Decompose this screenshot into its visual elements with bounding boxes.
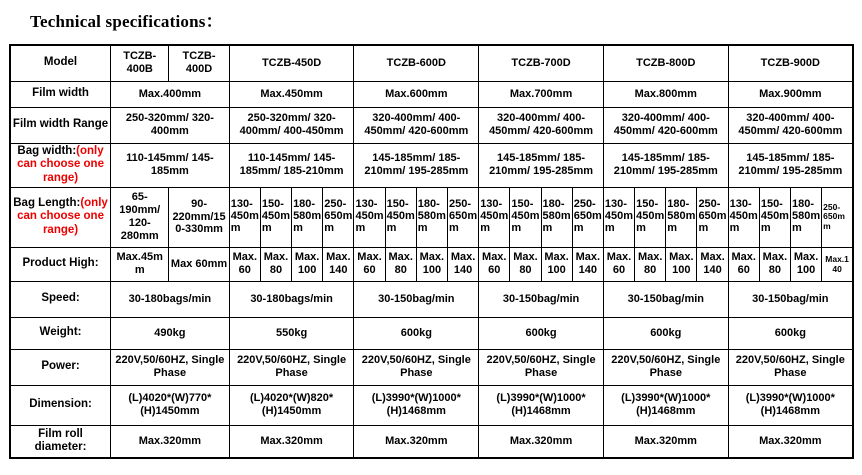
spec-cell: (L)3990*(W)1000*(H)1468mm: [728, 385, 853, 425]
spec-cell: 145-185mm/ 185-210mm/ 195-285mm: [728, 143, 853, 187]
row-label-bag-width: [10, 143, 111, 187]
row-label-text: Bag Length:: [13, 196, 81, 209]
spec-cell: Max.900mm: [728, 81, 853, 107]
spec-cell: (L)4020*(W)820*(H)1450mm: [229, 385, 354, 425]
spec-cell: 130-450mm: [603, 187, 634, 247]
spec-cell: (L)3990*(W)1000*(H)1468mm: [354, 385, 479, 425]
row-label-speed: Speed:: [10, 281, 111, 317]
spec-cell: Max.320mm: [479, 425, 604, 458]
spec-cell: (L)3990*(W)1000*(H)1468mm: [603, 385, 728, 425]
spec-cell: 30-150bag/min: [728, 281, 853, 317]
spec-cell: 250-320mm/ 320-400mm: [111, 107, 230, 143]
spec-cell: 130-450mm: [354, 187, 385, 247]
row-label-bag-length: [10, 187, 111, 247]
spec-cell: (L)3990*(W)1000*(H)1468mm: [479, 385, 604, 425]
spec-cell: TCZB-700D: [479, 45, 604, 81]
spec-table: [9, 44, 854, 459]
spec-cell: 220V,50/60HZ, Single Phase: [479, 349, 604, 385]
spec-cell: 130-450mm: [229, 187, 260, 247]
spec-cell: Max 60mm: [169, 247, 229, 281]
spec-cell: 490kg: [111, 317, 230, 349]
spec-cell: 130-450mm: [479, 187, 510, 247]
spec-cell: Max. 140: [447, 247, 478, 281]
spec-cell: 180-580mm: [416, 187, 447, 247]
spec-table-body: [10, 45, 853, 458]
spec-cell: 30-180bags/min: [229, 281, 354, 317]
table-row-bag-width: [10, 143, 853, 187]
spec-cell: 150-450mm: [385, 187, 416, 247]
spec-cell: Max.320mm: [229, 425, 354, 458]
spec-cell: Max.600mm: [354, 81, 479, 107]
spec-cell: 30-150bag/min: [479, 281, 604, 317]
spec-cell: Max.700mm: [479, 81, 604, 107]
spec-cell: 150-450mm: [510, 187, 541, 247]
spec-cell: 320-400mm/ 400-450mm/ 420-600mm: [479, 107, 604, 143]
spec-cell: Max. 80: [510, 247, 541, 281]
spec-cell: 150-450mm: [635, 187, 666, 247]
spec-cell: Max. 140: [323, 247, 354, 281]
row-label-note-red: (only can choose one range): [17, 144, 104, 184]
spec-cell: 30-150bag/min: [354, 281, 479, 317]
table-row-model: [10, 45, 853, 81]
spec-cell: Max.140: [822, 247, 853, 281]
spec-cell: 220V,50/60HZ, Single Phase: [111, 349, 230, 385]
table-row-film-roll-diameter: [10, 425, 853, 458]
spec-cell: Max.45mm: [111, 247, 169, 281]
spec-cell: 220V,50/60HZ, Single Phase: [728, 349, 853, 385]
spec-cell: 600kg: [603, 317, 728, 349]
spec-cell: TCZB-800D: [603, 45, 728, 81]
row-label-product-high: Product High:: [10, 247, 111, 281]
spec-cell: Max. 60: [229, 247, 260, 281]
spec-cell: 320-400mm/ 400-450mm/ 420-600mm: [603, 107, 728, 143]
row-label-film-width-range: Film width Range: [10, 107, 111, 143]
row-label-dimension: Dimension:: [10, 385, 111, 425]
spec-cell: Max. 100: [541, 247, 572, 281]
spec-cell: 110-145mm/ 145-185mm/ 185-210mm: [229, 143, 354, 187]
spec-cell: 250-650mm: [447, 187, 478, 247]
spec-cell: Max. 80: [759, 247, 790, 281]
spec-cell: Max. 100: [791, 247, 822, 281]
spec-cell: Max. 100: [416, 247, 447, 281]
spec-cell: 150-450mm: [260, 187, 291, 247]
spec-cell: 320-400mm/ 400-450mm/ 420-600mm: [354, 107, 479, 143]
spec-cell: 250-650mm: [323, 187, 354, 247]
spec-cell: 150-450mm: [759, 187, 790, 247]
spec-cell: 550kg: [229, 317, 354, 349]
spec-cell: TCZB-400B: [111, 45, 169, 81]
row-label-film-roll-diameter: Film roll diameter:: [10, 425, 111, 458]
spec-cell: Max.320mm: [354, 425, 479, 458]
spec-cell: Max.320mm: [111, 425, 230, 458]
spec-cell: 30-150bag/min: [603, 281, 728, 317]
page-title: Technical specifications：: [30, 12, 223, 31]
spec-cell: 250-650mm: [822, 187, 853, 247]
spec-cell: 250-650mm: [697, 187, 728, 247]
spec-cell: 130-450mm: [728, 187, 759, 247]
spec-cell: 320-400mm/ 400-450mm/ 420-600mm: [728, 107, 853, 143]
spec-cell: 90-220mm/150-330mm: [169, 187, 229, 247]
spec-cell: 220V,50/60HZ, Single Phase: [229, 349, 354, 385]
spec-cell: TCZB-450D: [229, 45, 354, 81]
row-label-power: Power:: [10, 349, 111, 385]
spec-cell: TCZB-400D: [169, 45, 229, 81]
spec-cell: TCZB-600D: [354, 45, 479, 81]
table-row-power: [10, 349, 853, 385]
spec-cell: 145-185mm/ 185-210mm/ 195-285mm: [479, 143, 604, 187]
table-row-bag-length: [10, 187, 853, 247]
spec-cell: 600kg: [354, 317, 479, 349]
row-label-model: Model: [10, 45, 111, 81]
spec-cell: 600kg: [479, 317, 604, 349]
spec-cell: 180-580mm: [292, 187, 323, 247]
spec-cell: Max. 140: [697, 247, 728, 281]
spec-cell: Max. 60: [354, 247, 385, 281]
table-row-weight: [10, 317, 853, 349]
spec-cell: TCZB-900D: [728, 45, 853, 81]
spec-cell: Max. 60: [479, 247, 510, 281]
spec-cell: 220V,50/60HZ, Single Phase: [603, 349, 728, 385]
spec-cell: 250-320mm/ 320-400mm/ 400-450mm: [229, 107, 354, 143]
table-row-product-high: [10, 247, 853, 281]
row-label-weight: Weight:: [10, 317, 111, 349]
spec-cell: Max. 80: [385, 247, 416, 281]
spec-cell: 145-185mm/ 185-210mm/ 195-285mm: [603, 143, 728, 187]
spec-cell: 180-580mm: [541, 187, 572, 247]
spec-cell: 110-145mm/ 145-185mm: [111, 143, 230, 187]
spec-cell: 220V,50/60HZ, Single Phase: [354, 349, 479, 385]
spec-cell: 180-580mm: [791, 187, 822, 247]
row-label-film-width: Film width: [10, 81, 111, 107]
spec-cell: Max. 80: [260, 247, 291, 281]
spec-cell: 600kg: [728, 317, 853, 349]
spec-cell: 145-185mm/ 185-210mm/ 195-285mm: [354, 143, 479, 187]
spec-cell: (L)4020*(W)770*(H)1450mm: [111, 385, 230, 425]
spec-cell: 65-190mm/ 120-280mm: [111, 187, 169, 247]
spec-cell: 30-180bags/min: [111, 281, 230, 317]
spec-cell: Max.320mm: [603, 425, 728, 458]
table-row-speed: [10, 281, 853, 317]
spec-cell: Max. 100: [666, 247, 697, 281]
spec-cell: Max.400mm: [111, 81, 230, 107]
spec-cell: 250-650mm: [572, 187, 603, 247]
spec-cell: Max.320mm: [728, 425, 853, 458]
spec-cell: 180-580mm: [666, 187, 697, 247]
row-label-text: Bag width:: [17, 144, 77, 157]
spec-cell: Max. 140: [572, 247, 603, 281]
spec-cell: Max. 60: [728, 247, 759, 281]
spec-cell: Max. 80: [635, 247, 666, 281]
spec-cell: Max.800mm: [603, 81, 728, 107]
table-row-dimension: [10, 385, 853, 425]
spec-cell: Max. 100: [292, 247, 323, 281]
spec-cell: Max.450mm: [229, 81, 354, 107]
table-row-film-width: [10, 81, 853, 107]
row-label-note-red: (only can choose one range): [17, 196, 108, 236]
table-row-film-width-range: [10, 107, 853, 143]
spec-cell: Max. 60: [603, 247, 634, 281]
